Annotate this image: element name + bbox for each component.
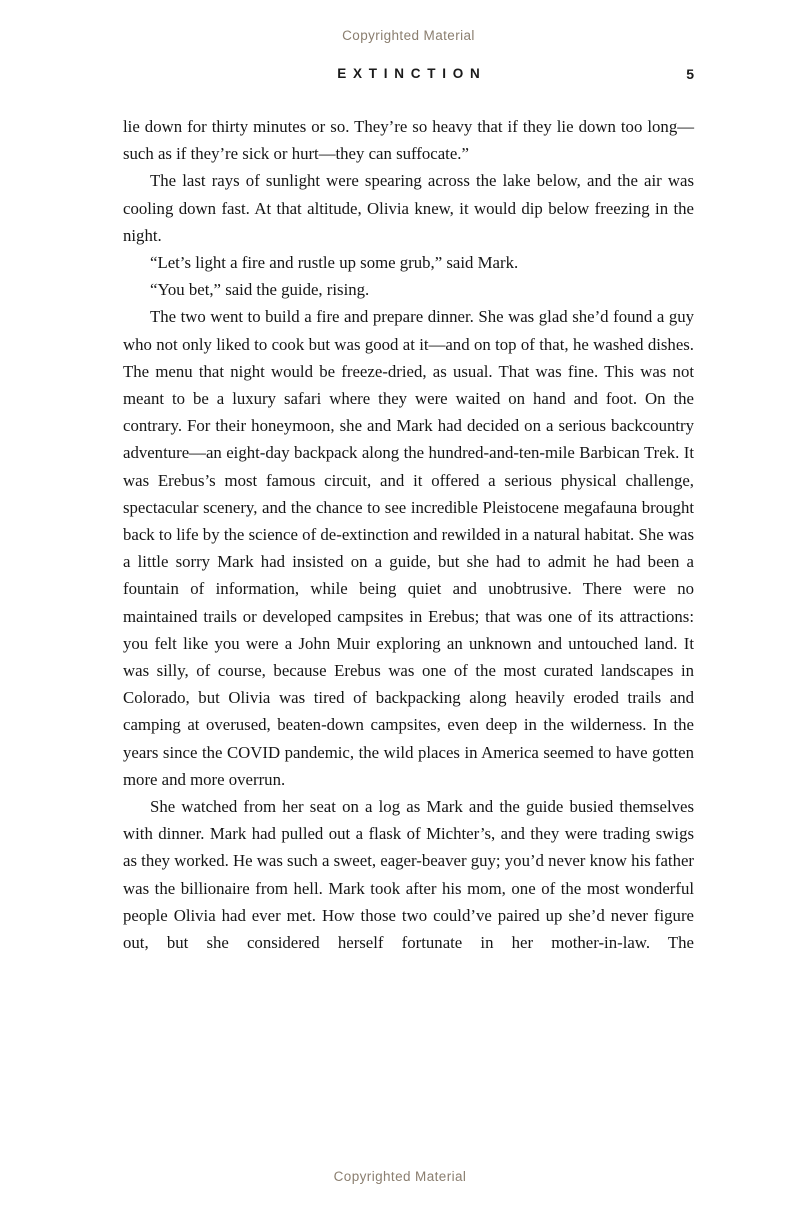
running-head	[123, 65, 694, 85]
paragraph: The two went to build a fire and prepare dinner. She was glad she’d found a guy who not only liked to cook but was good at it—and on top of that, he washed dishes. The menu that night would be freeze-dried, as usual. That was fine. This was not meant to be a luxury safari where they were waited on hand and foot. On the contrary. For their honeymoon, she and Mark had decided on a serious backcountry adventure—an eight-day backpack along the hundred-and-ten-mile Barbican Trek. It was Erebus’s most famous circuit, and it offered a serious physical challenge, spectacular scenery, and the chance to see incredible Pleistocene megafauna brought back to life by the science of de-extinction and rewilded in a natural habitat. She was a little sorry Mark had insisted on a guide, but she had to admit he had been a fountain of information, while being quiet and unobtrusive. There were no maintained trails or developed campsites in Erebus; that was one of its attractions: you felt like you were a John Muir exploring an unknown and untouched land. It was silly, of course, because Erebus was one of the most curated landscapes in Colorado, but Olivia was tired of backpacking along heavily eroded trails and camping at overused, beaten-down campsites, even deep in the wilderness. In the years since the COVID pandemic, the wild places in America seemed to have gotten more and more overrun.	[123, 307, 694, 789]
paragraph: lie down for thirty minutes or so. They’re so heavy that if they lie down too long—such as if they’re sick or hurt—they can suffocate.”	[123, 117, 694, 164]
paragraph: “You bet,” said the guide, rising.	[150, 280, 370, 300]
running-head-title: EXTINCTION	[337, 66, 487, 81]
body-text	[123, 113, 694, 956]
page-number: 5	[686, 66, 694, 82]
copyright-notice-bottom: Copyrighted Material	[333, 1169, 467, 1184]
paragraph: “Let’s light a fire and rustle up some grub,” said Mark.	[150, 253, 519, 273]
paragraph: She watched from her seat on a log as Mark and the guide busied themselves with dinner. Mark had pulled out a flask of Michter’s, and they were trading swigs as they worked. He was such a sweet, eager-beaver guy; you’d never know his father was the billionaire from hell. Mark took after his mom, one of the most wonderful people Olivia had ever met. How those two could’ve paired up she’d never figure out, but she considered herself fortunate in her mother-in-law. The	[123, 797, 694, 953]
paragraph: The last rays of sunlight were spearing across the lake below, and the air was cooling down fast. At that altitude, Olivia knew, it would dip below freezing in the night.	[123, 171, 694, 245]
copyright-notice-top: Copyrighted Material	[342, 28, 475, 43]
